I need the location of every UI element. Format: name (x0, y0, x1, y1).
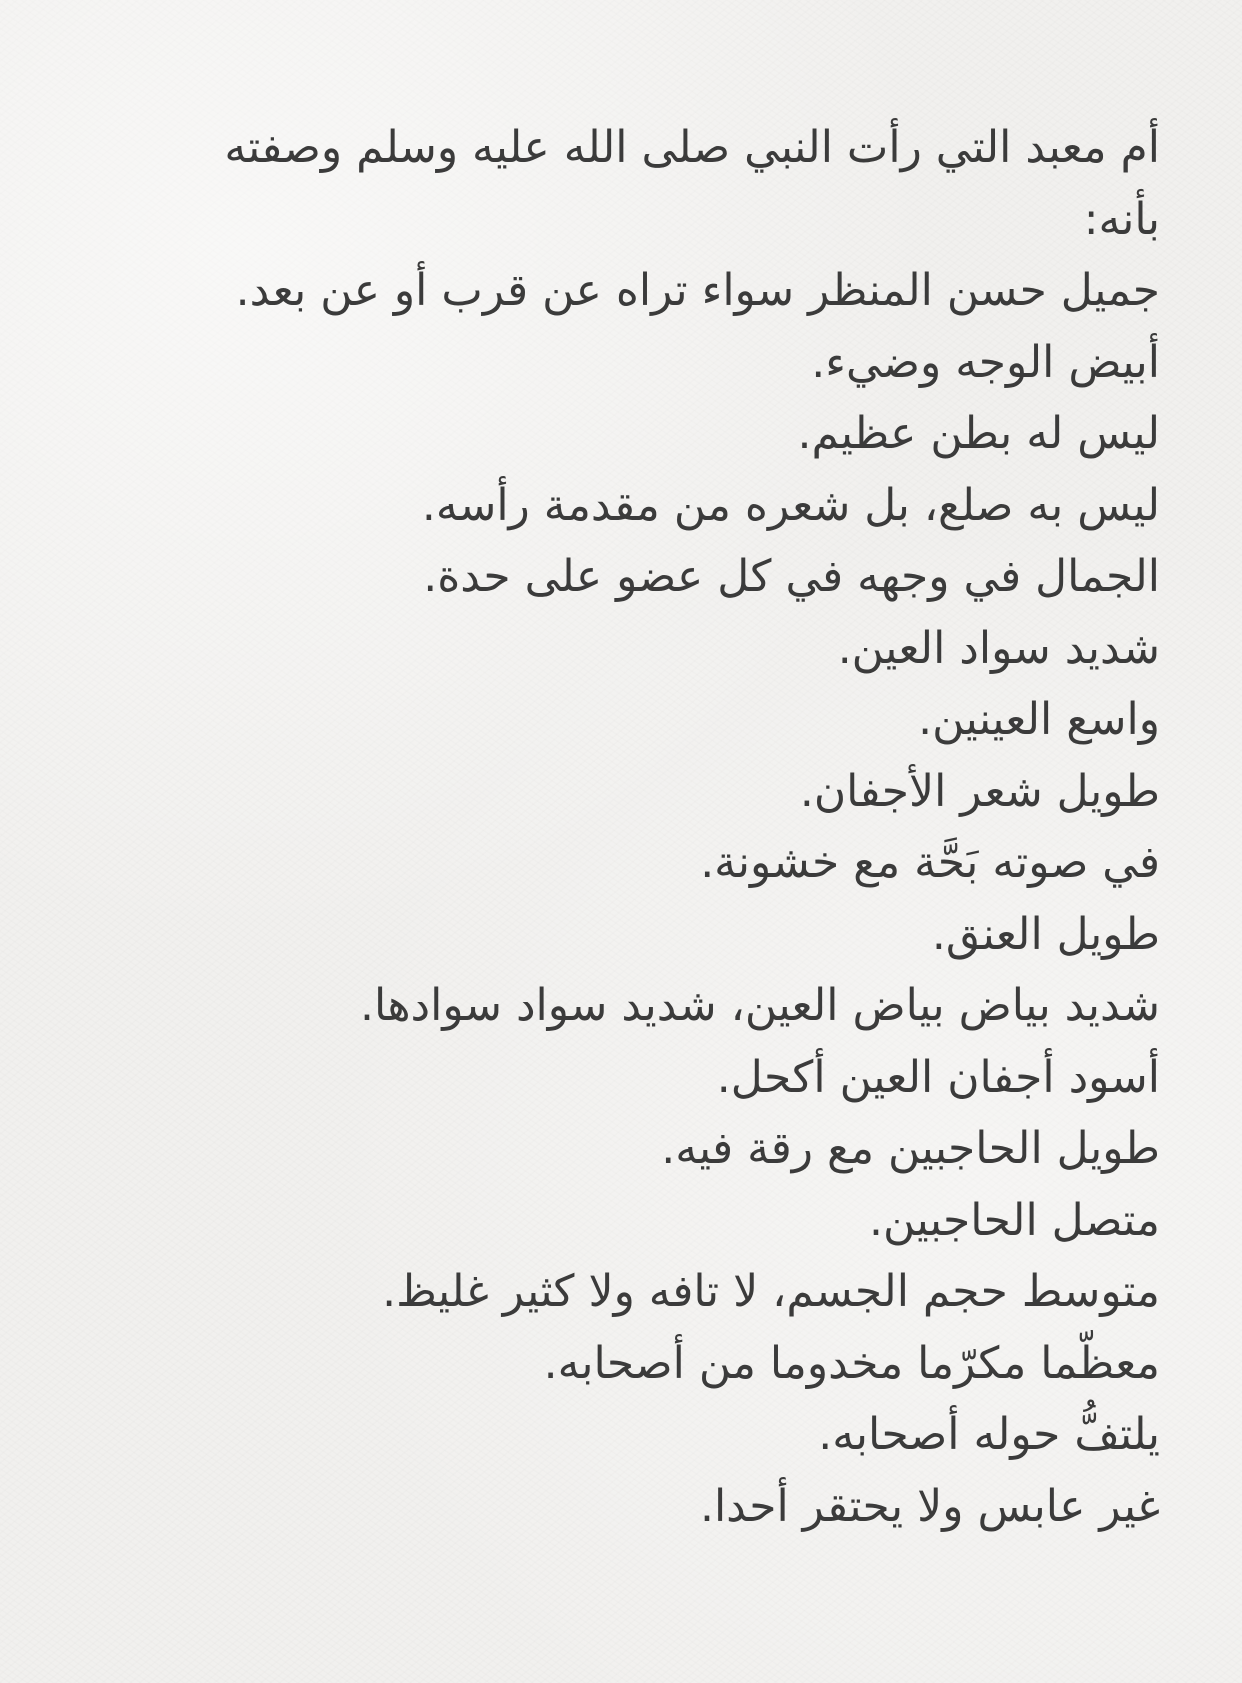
note-line: طويل الحاجبين مع رقة فيه. (661, 1123, 1160, 1174)
note-line: الجمال في وجهه في كل عضو على حدة. (423, 551, 1160, 602)
note-line: متصل الحاجبين. (869, 1194, 1160, 1246)
note-line: ليس به صلع، بل شعره من مقدمة رأسه. (421, 479, 1160, 531)
note-line: متوسط حجم الجسم، لا تافه ولا كثير غليظ. (382, 1266, 1160, 1317)
note-line-intro: أم معبد التي رأت النبي صلى الله عليه وسلم وصفته بأنه: (224, 122, 1160, 245)
note-line: شديد سواد العين. (837, 622, 1160, 674)
note-line: أسود أجفان العين أكحل. (716, 1051, 1160, 1103)
note-line: معظّما مكرّما مخدوما من أصحابه. (543, 1337, 1160, 1389)
note-line: جميل حسن المنظر سواء تراه عن قرب أو عن بعد. (235, 265, 1160, 316)
note-line: غير عابس ولا يحتقر أحدا. (699, 1480, 1160, 1532)
note-text (150, 112, 1160, 1542)
note-line: شديد بياض بياض العين، شديد سواد سوادها. (359, 980, 1160, 1031)
note-line: طويل العنق. (931, 908, 1160, 960)
note-line: طويل شعر الأجفان. (799, 765, 1160, 817)
note-line: واسع العينين. (918, 694, 1160, 745)
note-line: ليس له بطن عظيم. (797, 408, 1160, 459)
note-line: أبيض الوجه وضيء. (811, 336, 1160, 388)
note-line: يلتفُّ حوله أصحابه. (818, 1409, 1160, 1460)
note-line: في صوته بَحَّة مع خشونة. (700, 837, 1160, 888)
